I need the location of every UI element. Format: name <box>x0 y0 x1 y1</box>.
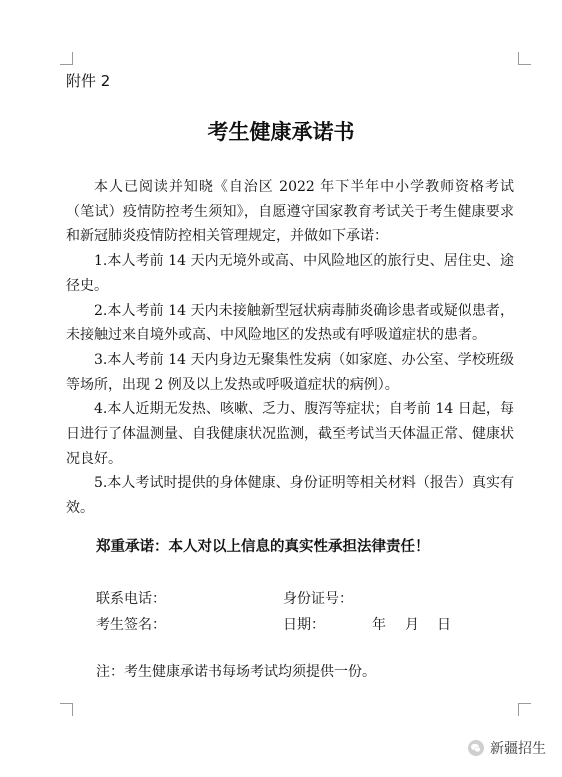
wechat-icon <box>468 740 484 756</box>
date-month: 月 <box>405 617 419 633</box>
pledge-item-3: 3.本人考前 14 天内身边无聚集性发病（如家庭、办公室、学校班级等场所，出现 2 例及以上发热或呼吸道症状的病例）。 <box>66 351 514 393</box>
footnote: 注：考生健康承诺书每场考试均须提供一份。 <box>96 664 376 680</box>
date-label: 日期： <box>283 617 325 633</box>
intro-paragraph: 本人已阅读并知晓《自治区 2022 年下半年中小学教师资格考试（笔试）疫情防控考生须知》，自愿遵守国家教育考试关于考生健康要求和新冠肺炎疫情防控相关管理规定，并做如下承诺： <box>66 179 514 245</box>
pledge-item-2: 2.本人考前 14 天内未接触新型冠状病毒肺炎确诊患者或疑似患者，未接触过来自境外或高、中风险地区的发热或有呼吸道症状的患者。 <box>66 302 514 344</box>
date-day: 日 <box>437 617 451 633</box>
date-year: 年 <box>372 617 386 633</box>
watermark-text: 新疆招生 <box>490 741 546 757</box>
margin-mark-top-right <box>518 52 531 65</box>
page-title: 考生健康承诺书 <box>207 120 355 144</box>
attachment-label: 附件 2 <box>66 72 111 90</box>
pledge-item-1: 1.本人考前 14 天内无境外或高、中风险地区的旅行史、居住史、途径史。 <box>66 253 514 294</box>
solemn-pledge: 郑重承诺：本人对以上信息的真实性承担法律责任！ <box>96 539 430 555</box>
pledge-item-5: 5.本人考试时提供的身体健康、身份证明等相关材料（报告）真实有效。 <box>66 475 514 517</box>
watermark <box>468 738 546 758</box>
margin-mark-bottom-left <box>60 703 73 716</box>
margin-mark-top-left <box>60 52 73 65</box>
id-number-label: 身份证号： <box>283 591 353 607</box>
signature-label: 考生签名： <box>96 617 166 633</box>
phone-label: 联系电话： <box>96 591 166 607</box>
pledge-item-4: 4.本人近期无发热、咳嗽、乏力、腹泻等症状；自考前 14 日起，每日进行了体温测量、自我健康状况监测，截至考试当天体温正常、健康状况良好。 <box>66 401 514 467</box>
margin-mark-bottom-right <box>518 703 531 716</box>
pledge-body <box>66 175 514 521</box>
